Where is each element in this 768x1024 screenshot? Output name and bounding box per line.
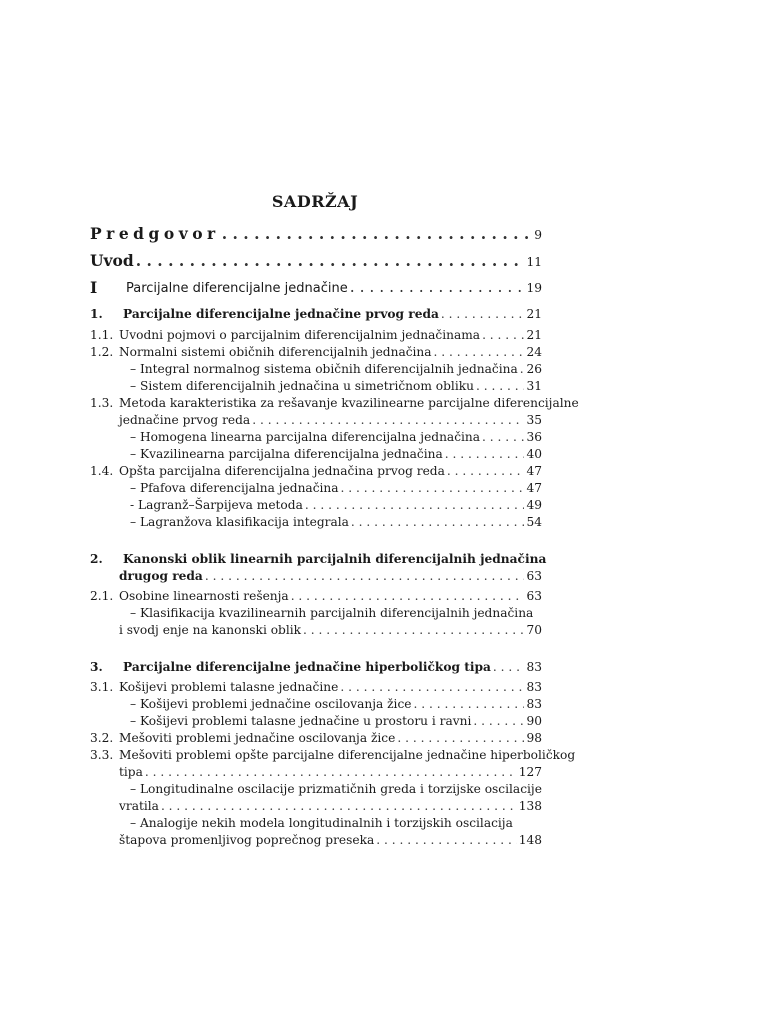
- toc-section-number: 1.2.: [90, 345, 114, 359]
- toc-page-number: 35: [526, 413, 542, 427]
- dot-leader: [161, 798, 517, 815]
- toc-entry-uvod[interactable]: [90, 249, 542, 274]
- dot-leader: [291, 588, 525, 605]
- toc-page-number: 83: [526, 680, 542, 694]
- toc-part-number: I: [90, 278, 98, 297]
- toc-page-number: 138: [518, 799, 542, 813]
- toc-page-number: 40: [526, 447, 542, 461]
- toc-entry-label: Opšta parcijalna diferencijalna jednačina prvog reda: [119, 464, 445, 478]
- toc-entry-label: Parcijalne diferencijalne jednačine: [126, 281, 348, 296]
- toc-page-number: 36: [526, 430, 542, 444]
- toc-entry-label: Predgovor: [90, 224, 220, 243]
- toc-entry-predgovor[interactable]: [90, 222, 542, 247]
- toc-page-number: 9: [534, 228, 542, 242]
- toc-subsection-lagranz-sarpi[interactable]: [90, 497, 542, 514]
- dot-leader: [351, 514, 525, 531]
- toc-page-number: 26: [526, 362, 542, 376]
- toc-subsection-homogena[interactable]: [90, 429, 542, 446]
- dot-leader: [205, 568, 525, 585]
- toc-entry-label: – Košijevi problemi jednačine oscilovanja žice: [130, 697, 412, 711]
- toc-entry-label: – Lagranžova klasifikacija integrala: [130, 515, 349, 529]
- toc-subsection-klasifikacija[interactable]: [90, 605, 542, 639]
- toc-entry-label: Mešoviti problemi jednačine oscilovanja žice: [119, 731, 396, 745]
- toc-entry-label: tipa: [119, 765, 143, 779]
- toc-section-number: 1.4.: [90, 464, 114, 478]
- toc-section-3-1[interactable]: [90, 679, 542, 696]
- toc-subsection-pfafova[interactable]: [90, 480, 542, 497]
- toc-page-number: 63: [526, 589, 542, 603]
- toc-section-1-2[interactable]: [90, 344, 542, 361]
- dot-leader: [441, 306, 525, 323]
- toc-subsection-prostor-ravan[interactable]: [90, 713, 542, 730]
- toc-section-3-2[interactable]: [90, 730, 542, 747]
- toc-section-number: 1.1.: [90, 328, 114, 342]
- toc-section-1-4[interactable]: [90, 463, 542, 480]
- dot-leader: [447, 463, 525, 480]
- toc-chapter-1[interactable]: [90, 306, 542, 323]
- toc-page-number: 54: [526, 515, 542, 529]
- dot-leader: [350, 276, 525, 299]
- table-of-contents: [90, 222, 579, 849]
- toc-entry-label: Parcijalne diferencijalne jednačine prvog reda: [123, 307, 439, 321]
- toc-entry-label: Parcijalne diferencijalne jednačine hiperboličkog tipa: [123, 660, 491, 674]
- toc-entry-label: – Homogena linearna parcijalna diferencijalna jednačina: [130, 430, 481, 444]
- toc-entry-line1: Metoda karakteristika za rešavanje kvazilinearne parcijalne diferencijalne: [119, 396, 579, 410]
- toc-subsection-simetricni-oblik[interactable]: [90, 378, 542, 395]
- toc-entry-label: drugog reda: [119, 569, 203, 583]
- toc-page-number: 63: [526, 569, 542, 583]
- dot-leader: [482, 327, 524, 344]
- dot-leader: [305, 497, 525, 514]
- dot-leader: [252, 412, 524, 429]
- toc-entry-label: - Lagranž–Šarpijeva metoda: [130, 498, 303, 512]
- toc-chapter-number: 3.: [90, 660, 103, 674]
- dot-leader: [434, 344, 525, 361]
- toc-page-number: 21: [526, 307, 542, 321]
- toc-entry-line1: Kanonski oblik linearnih parcijalnih diferencijalnih jednačina: [123, 552, 547, 566]
- toc-entry-label: Osobine linearnosti rešenja: [119, 589, 289, 603]
- toc-page-number: 49: [526, 498, 542, 512]
- toc-subsection-oscilovanje-zice[interactable]: [90, 696, 542, 713]
- dot-leader: [340, 679, 524, 696]
- toc-page-number: 24: [526, 345, 542, 359]
- toc-page-number: 83: [526, 697, 542, 711]
- toc-chapter-number: 1.: [90, 307, 103, 321]
- toc-section-number: 3.1.: [90, 680, 114, 694]
- toc-chapter-3[interactable]: [90, 659, 542, 676]
- toc-entry-line1: – Longitudinalne oscilacije prizmatičnih greda i torzijske oscilacije: [130, 782, 542, 796]
- toc-entry-line1: – Klasifikacija kvazilinearnih parcijalnih diferencijalnih jednačina: [130, 606, 534, 620]
- toc-subsection-kvazilinearna[interactable]: [90, 446, 542, 463]
- toc-subsection-integral[interactable]: [90, 361, 542, 378]
- toc-entry-label: – Košijevi problemi talasne jednačine u prostoru i ravni: [130, 714, 472, 728]
- dot-leader: [145, 764, 517, 781]
- toc-section-1-3[interactable]: [90, 395, 579, 429]
- dot-leader: [341, 480, 525, 497]
- toc-section-number: 2.1.: [90, 589, 114, 603]
- toc-entry-label: – Integral normalnog sistema običnih diferencijalnih jednačina: [130, 362, 518, 376]
- dot-leader: [493, 659, 525, 676]
- toc-entry-label: i svodj enje na kanonski oblik: [119, 623, 302, 637]
- dot-leader: [476, 378, 525, 395]
- dot-leader: [520, 361, 525, 378]
- toc-entry-line1: Mešoviti problemi opšte parcijalne diferencijalne jednačine hiperboličkog: [119, 748, 576, 762]
- toc-entry-label: – Sistem diferencijalnih jednačina u simetričnom obliku: [130, 379, 474, 393]
- toc-section-3-3[interactable]: [90, 747, 576, 781]
- toc-section-number: 1.3.: [90, 396, 114, 410]
- toc-section-number: 3.2.: [90, 731, 114, 745]
- dot-leader: [222, 222, 533, 245]
- toc-section-number: 3.3.: [90, 748, 114, 762]
- toc-page-number: 21: [526, 328, 542, 342]
- toc-page-number: 148: [518, 833, 542, 847]
- toc-entry-label: Normalni sistemi običnih diferencijalnih jednačina: [119, 345, 432, 359]
- dot-leader: [136, 249, 525, 272]
- dot-leader: [482, 429, 524, 446]
- toc-entry-label: jednačine prvog reda: [119, 413, 251, 427]
- dot-leader: [303, 622, 524, 639]
- toc-page-number: 31: [526, 379, 542, 393]
- toc-entry-label: vratila: [119, 799, 159, 813]
- toc-entry-label: Uvod: [90, 251, 134, 270]
- dot-leader: [473, 713, 524, 730]
- toc-subsection-analogije[interactable]: [90, 815, 542, 849]
- page-title: SADRŽAJ: [271, 192, 359, 211]
- toc-page-number: 47: [526, 481, 542, 495]
- toc-entry-label: Uvodni pojmovi o parcijalnim diferencijalnim jednačinama: [119, 328, 481, 342]
- toc-entry-label: Košijevi problemi talasne jednačine: [119, 680, 339, 694]
- toc-entry-label: – Kvazilinearna parcijalna diferencijalna jednačina: [130, 447, 443, 461]
- toc-entry-label: – Pfafova diferencijalna jednačina: [130, 481, 339, 495]
- toc-subsection-longitudinalne[interactable]: [90, 781, 542, 815]
- toc-page-number: 19: [526, 281, 542, 295]
- toc-chapter-2[interactable]: [90, 551, 547, 585]
- toc-part-1[interactable]: [90, 276, 542, 300]
- dot-leader: [397, 730, 524, 747]
- toc-page-number: 70: [526, 623, 542, 637]
- dot-leader: [376, 832, 516, 849]
- toc-entry-line1: – Analogije nekih modela longitudinalnih i torzijskih oscilacija: [130, 816, 513, 830]
- dot-leader: [414, 696, 525, 713]
- toc-page-number: 47: [526, 464, 542, 478]
- toc-page-number: 98: [526, 731, 542, 745]
- toc-page-number: 90: [526, 714, 542, 728]
- toc-chapter-number: 2.: [90, 552, 103, 566]
- dot-leader: [445, 446, 525, 463]
- toc-section-1-1[interactable]: [90, 327, 542, 344]
- toc-section-2-1[interactable]: [90, 588, 542, 605]
- toc-page-number: 127: [518, 765, 542, 779]
- toc-entry-label: štapova promenljivog poprečnog preseka: [119, 833, 375, 847]
- toc-page-number: 83: [526, 660, 542, 674]
- toc-page-number: 11: [526, 255, 542, 269]
- toc-subsection-lagranzova-klasifikacija[interactable]: [90, 514, 542, 531]
